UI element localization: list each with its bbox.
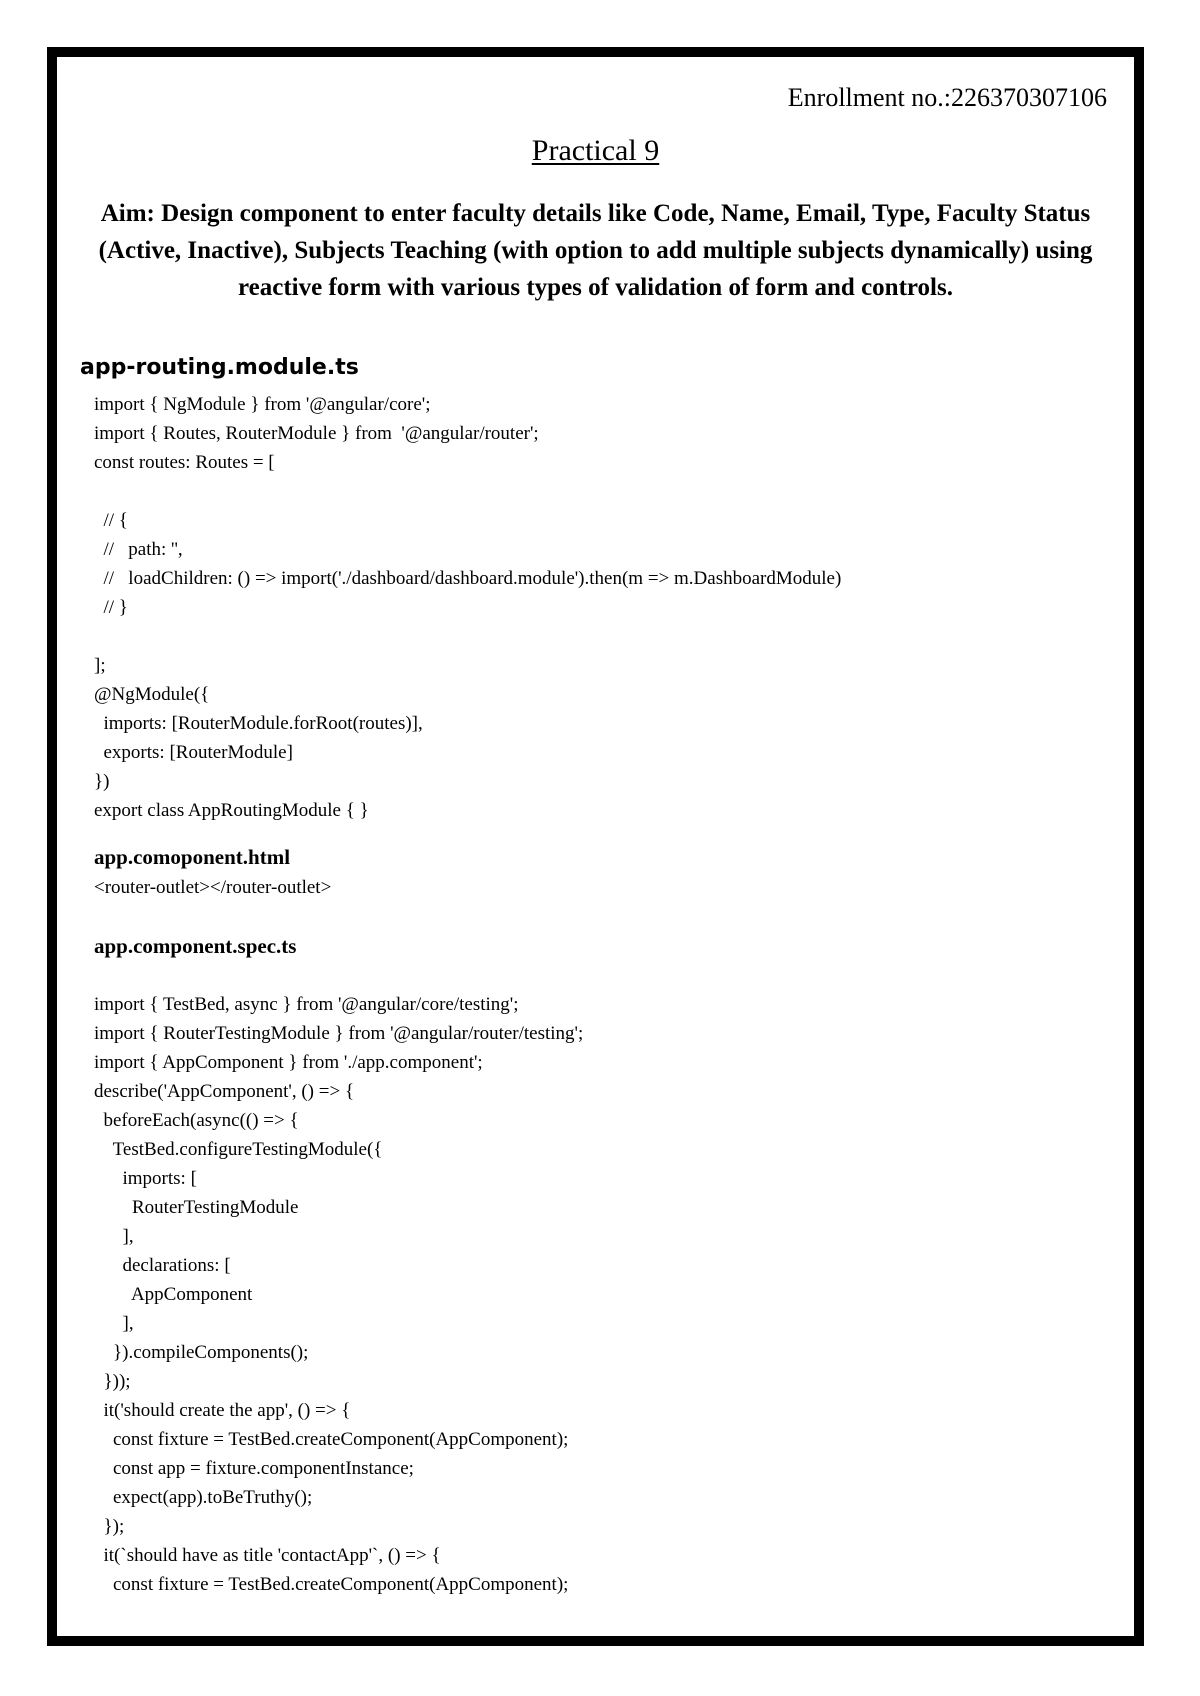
- file-heading-app-component-html: app.comoponent.html: [94, 845, 291, 869]
- code-line: }): [94, 771, 110, 792]
- code-line: it('should create the app', () => {: [94, 1400, 351, 1421]
- code-line: const fixture = TestBed.createComponent(AppComponent);: [94, 1574, 569, 1595]
- code-line: declarations: [: [94, 1255, 231, 1276]
- code-line: import { RouterTestingModule } from '@angular/router/testing';: [94, 1023, 584, 1044]
- code-line: import { Routes, RouterModule } from '@angular/router';: [94, 423, 539, 444]
- code-block-app-component-spec: [94, 990, 583, 1599]
- code-block-app-component-html: [94, 873, 331, 902]
- code-line: const app = fixture.componentInstance;: [94, 1458, 414, 1479]
- code-line: ],: [94, 1313, 134, 1334]
- code-line: RouterTestingModule: [94, 1197, 299, 1218]
- code-line: });: [94, 1516, 125, 1537]
- code-line: // path: '',: [94, 539, 183, 560]
- code-line: [94, 477, 841, 506]
- code-line: AppComponent: [94, 1284, 253, 1305]
- code-line: import { TestBed, async } from '@angular/core/testing';: [94, 994, 519, 1015]
- code-line: exports: [RouterModule]: [94, 742, 293, 763]
- code-line: imports: [RouterModule.forRoot(routes)],: [94, 713, 423, 734]
- code-line: import { NgModule } from '@angular/core';: [94, 394, 431, 415]
- code-line: ],: [94, 1226, 134, 1247]
- code-line: describe('AppComponent', () => {: [94, 1081, 355, 1102]
- code-line: // }: [94, 597, 128, 618]
- code-line: const routes: Routes = [: [94, 452, 275, 473]
- code-block-routing-module: [94, 361, 841, 825]
- code-line: beforeEach(async(() => {: [94, 1110, 299, 1131]
- code-line: @NgModule({: [94, 684, 210, 705]
- code-line: import { AppComponent } from './app.component';: [94, 1052, 483, 1073]
- enrollment-number: Enrollment no.:226370307106: [787, 83, 1107, 112]
- aim-statement: Aim: Design component to enter faculty details like Code, Name, Email, Type, Faculty Status (Active, Inactive), Subjects Teaching (with option to add multiple subjects dynamically) using reactive form with various types of validation of form and controls.: [98, 200, 1093, 301]
- code-line: export class AppRoutingModule { }: [94, 800, 369, 821]
- code-line: TestBed.configureTestingModule({: [94, 1139, 383, 1160]
- code-spacer: [94, 361, 841, 390]
- code-line: ];: [94, 655, 106, 676]
- code-line: const fixture = TestBed.createComponent(AppComponent);: [94, 1429, 569, 1450]
- code-line: it(`should have as title 'contactApp'`, () => {: [94, 1545, 441, 1566]
- code-line: <router-outlet></router-outlet>: [94, 877, 332, 898]
- page-border: [47, 47, 1144, 1646]
- practical-title: Practical 9: [531, 134, 660, 167]
- code-line: // loadChildren: () => import('./dashboard/dashboard.module').then(m => m.DashboardModule): [94, 568, 842, 589]
- page-title: [57, 134, 1134, 168]
- code-line: }));: [94, 1371, 131, 1392]
- file-heading-app-component-spec: app.component.spec.ts: [94, 934, 297, 958]
- file-heading-routing-module: app-routing.module.ts: [80, 355, 359, 380]
- code-line: imports: [: [94, 1168, 197, 1189]
- code-line: [94, 622, 841, 651]
- code-line: // {: [94, 510, 128, 531]
- code-line: }).compileComponents();: [94, 1342, 309, 1363]
- code-line: expect(app).toBeTruthy();: [94, 1487, 313, 1508]
